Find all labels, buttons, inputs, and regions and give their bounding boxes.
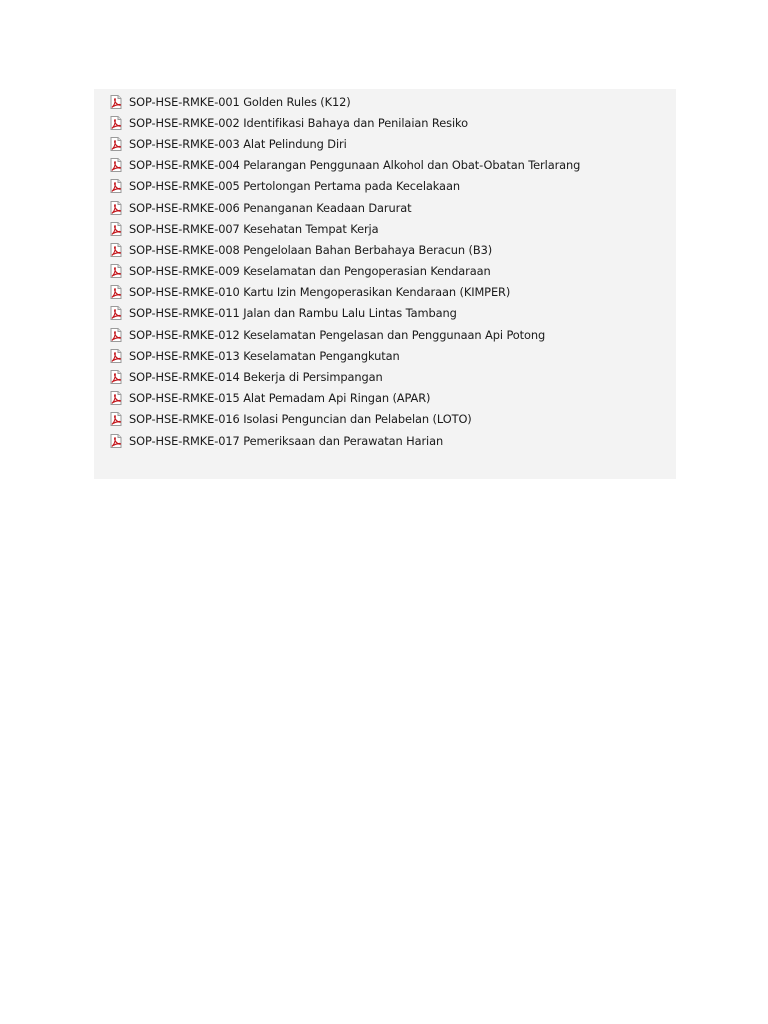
pdf-file-icon	[108, 327, 124, 343]
file-item[interactable]	[94, 155, 676, 176]
file-item[interactable]	[94, 91, 676, 112]
file-item[interactable]	[94, 409, 676, 430]
pdf-file-icon	[108, 178, 124, 194]
pdf-file-icon	[108, 284, 124, 300]
file-item[interactable]	[94, 324, 676, 345]
file-name: SOP-HSE-RMKE-016 Isolasi Penguncian dan Pelabelan (LOTO)	[129, 412, 472, 427]
file-name: SOP-HSE-RMKE-015 Alat Pemadam Api Ringan (APAR)	[129, 391, 431, 406]
file-item[interactable]	[94, 261, 676, 282]
file-name: SOP-HSE-RMKE-007 Kesehatan Tempat Kerja	[129, 221, 379, 236]
pdf-file-icon	[108, 115, 124, 131]
pdf-file-icon	[108, 433, 124, 449]
file-item[interactable]	[94, 303, 676, 324]
file-name: SOP-HSE-RMKE-008 Pengelolaan Bahan Berbahaya Beracun (B3)	[129, 242, 493, 257]
file-item[interactable]	[94, 366, 676, 387]
file-list-panel	[94, 89, 676, 479]
file-name: SOP-HSE-RMKE-004 Pelarangan Penggunaan Alkohol dan Obat-Obatan Terlarang	[129, 158, 581, 173]
file-item[interactable]	[94, 176, 676, 197]
file-name: SOP-HSE-RMKE-003 Alat Pelindung Diri	[129, 136, 347, 151]
pdf-file-icon	[108, 411, 124, 427]
file-item[interactable]	[94, 218, 676, 239]
file-name: SOP-HSE-RMKE-009 Keselamatan dan Pengoperasian Kendaraan	[129, 264, 491, 279]
file-list	[94, 91, 676, 451]
file-name: SOP-HSE-RMKE-013 Keselamatan Pengangkutan	[129, 348, 400, 363]
pdf-file-icon	[108, 221, 124, 237]
file-name: SOP-HSE-RMKE-010 Kartu Izin Mengoperasikan Kendaraan (KIMPER)	[129, 285, 511, 300]
file-name: SOP-HSE-RMKE-006 Penanganan Keadaan Darurat	[129, 200, 412, 215]
file-item[interactable]	[94, 133, 676, 154]
file-item[interactable]	[94, 282, 676, 303]
file-name: SOP-HSE-RMKE-012 Keselamatan Pengelasan dan Penggunaan Api Potong	[129, 327, 546, 342]
pdf-file-icon	[108, 94, 124, 110]
file-item[interactable]	[94, 197, 676, 218]
pdf-file-icon	[108, 242, 124, 258]
file-name: SOP-HSE-RMKE-014 Bekerja di Persimpangan	[129, 370, 383, 385]
pdf-file-icon	[108, 157, 124, 173]
pdf-file-icon	[108, 390, 124, 406]
file-name: SOP-HSE-RMKE-011 Jalan dan Rambu Lalu Lintas Tambang	[129, 306, 457, 321]
pdf-file-icon	[108, 263, 124, 279]
pdf-file-icon	[108, 200, 124, 216]
file-item[interactable]	[94, 345, 676, 366]
pdf-file-icon	[108, 348, 124, 364]
file-name: SOP-HSE-RMKE-005 Pertolongan Pertama pada Kecelakaan	[129, 179, 460, 194]
file-name: SOP-HSE-RMKE-017 Pemeriksaan dan Perawatan Harian	[129, 433, 444, 448]
file-item[interactable]	[94, 239, 676, 260]
file-name: SOP-HSE-RMKE-002 Identifikasi Bahaya dan Penilaian Resiko	[129, 115, 468, 130]
pdf-file-icon	[108, 305, 124, 321]
file-item[interactable]	[94, 388, 676, 409]
file-item[interactable]	[94, 430, 676, 451]
pdf-file-icon	[108, 136, 124, 152]
pdf-file-icon	[108, 369, 124, 385]
file-name: SOP-HSE-RMKE-001 Golden Rules (K12)	[129, 94, 351, 109]
file-item[interactable]	[94, 112, 676, 133]
